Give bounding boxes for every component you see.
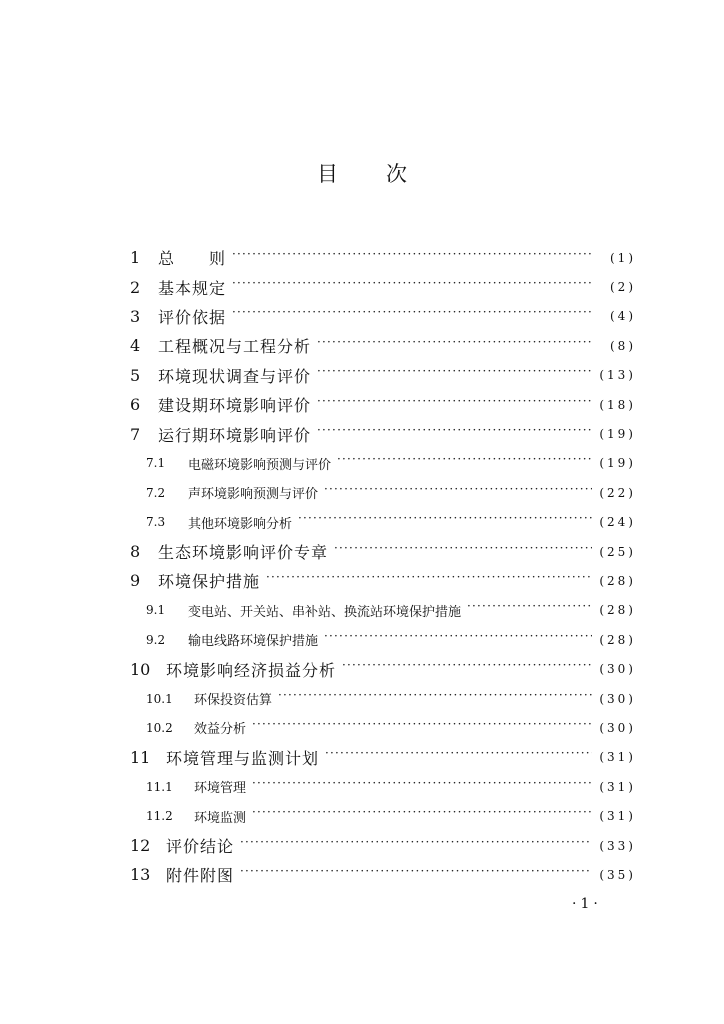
toc-entry-page: (31) [599, 779, 636, 794]
toc-entry-page: (30) [599, 691, 636, 706]
toc-entry[interactable] [130, 508, 636, 537]
toc-entry-label: 环境影响经济损益分析 [166, 660, 337, 680]
toc-entry-label: 其他环境影响分析 [188, 516, 293, 532]
dot-leader [252, 809, 592, 823]
toc-entry-number: 7 [130, 424, 141, 444]
toc-entry-page: (24) [599, 515, 636, 530]
toc-entry-number: 11.1 [146, 779, 173, 794]
dot-leader [266, 574, 592, 588]
dot-leader [298, 515, 592, 529]
toc-entry[interactable] [130, 625, 636, 654]
toc-entry-number: 10.2 [146, 720, 173, 735]
dot-leader [232, 251, 592, 265]
toc-entry-label: 工程概况与工程分析 [158, 337, 312, 357]
toc-entry-page: (31) [599, 809, 636, 824]
toc-entry-page: (28) [599, 573, 636, 588]
table-of-contents [130, 243, 636, 890]
toc-entry-label: 环境现状调查与评价 [158, 366, 312, 386]
toc-entry-page: (18) [599, 397, 636, 412]
toc-entry[interactable] [130, 272, 636, 301]
toc-entry-number: 9 [130, 571, 141, 591]
toc-entry-number: 10.1 [146, 691, 173, 706]
toc-entry-page: (31) [599, 750, 636, 765]
dot-leader [334, 545, 592, 559]
toc-entry[interactable] [130, 831, 636, 860]
dot-leader [317, 398, 592, 412]
toc-entry-label: 附件附图 [166, 866, 235, 886]
toc-entry-number: 2 [130, 277, 141, 297]
toc-entry-page: (2) [610, 280, 636, 295]
toc-entry-page: (19) [599, 427, 636, 442]
toc-entry-page: (19) [599, 456, 636, 471]
toc-entry-page: (4) [610, 309, 636, 324]
toc-entry-label: 生态环境影响评价专章 [158, 543, 329, 563]
toc-entry[interactable] [130, 684, 636, 713]
toc-entry[interactable] [130, 478, 636, 507]
toc-entry-label: 声环境影响预测与评价 [188, 487, 319, 503]
dot-leader [342, 662, 592, 676]
toc-entry-label: 环境保护措施 [158, 572, 261, 592]
toc-entry-label: 建设期环境影响评价 [158, 396, 312, 416]
toc-entry-page: (30) [599, 662, 636, 677]
dot-leader [324, 486, 592, 500]
toc-entry[interactable] [130, 449, 636, 478]
toc-entry-page: (8) [610, 338, 636, 353]
toc-entry[interactable] [130, 772, 636, 801]
toc-entry[interactable] [130, 302, 636, 331]
toc-entry[interactable] [130, 743, 636, 772]
toc-entry-number: 3 [130, 306, 141, 326]
dot-leader [325, 750, 592, 764]
dot-leader [324, 633, 592, 647]
toc-entry-page: (1) [610, 250, 636, 265]
dot-leader [317, 368, 592, 382]
toc-entry-number: 7.1 [146, 456, 166, 471]
toc-entry-label: 评价结论 [166, 837, 235, 856]
toc-entry[interactable] [130, 419, 636, 448]
toc-entry-number: 7.3 [146, 515, 166, 530]
toc-entry-page: (28) [599, 632, 636, 647]
toc-entry-number: 4 [130, 336, 141, 356]
toc-entry[interactable] [130, 331, 636, 360]
dot-leader [240, 868, 592, 882]
toc-entry-number: 12 [130, 836, 151, 855]
dot-leader [232, 309, 592, 323]
dot-leader [278, 692, 592, 706]
toc-entry-label: 环境监测 [194, 810, 247, 826]
toc-entry-number: 13 [130, 865, 151, 885]
toc-entry-page: (22) [599, 485, 636, 500]
toc-entry-page: (25) [599, 544, 636, 559]
toc-entry-label: 环境管理 [194, 781, 247, 797]
toc-entry[interactable] [130, 537, 636, 566]
toc-entry-number: 1 [130, 248, 141, 268]
toc-entry[interactable] [130, 361, 636, 390]
dot-leader [252, 721, 592, 735]
toc-entry-number: 10 [130, 659, 151, 679]
toc-entry-label: 变电站、开关站、串补站、换流站环境保护措施 [188, 604, 462, 620]
toc-entry[interactable] [130, 860, 636, 889]
toc-entry-label: 环境管理与监测计划 [166, 748, 320, 768]
dot-leader [317, 427, 592, 441]
toc-entry-label: 基本规定 [158, 278, 227, 298]
toc-entry-page: (35) [599, 867, 636, 882]
toc-entry-page: (33) [599, 838, 636, 853]
dot-leader [232, 280, 592, 294]
toc-entry-number: 11 [130, 747, 151, 767]
toc-entry-label: 运行期环境影响评价 [158, 425, 312, 445]
toc-entry-label: 环保投资估算 [194, 693, 273, 709]
dot-leader [252, 780, 592, 794]
toc-entry[interactable] [130, 713, 636, 742]
toc-entry-page: (30) [599, 720, 636, 735]
toc-entry-number: 6 [130, 395, 141, 415]
toc-entry-number: 5 [130, 365, 141, 385]
toc-entry-number: 8 [130, 542, 141, 562]
toc-entry-label: 效益分析 [194, 722, 247, 738]
toc-entry-label: 总 则 [158, 249, 227, 269]
toc-entry[interactable] [130, 390, 636, 419]
toc-entry-number: 9.1 [146, 603, 166, 618]
toc-entry[interactable] [130, 596, 636, 625]
toc-entry[interactable] [130, 801, 636, 830]
toc-entry[interactable] [130, 654, 636, 683]
toc-entry-number: 9.2 [146, 632, 166, 647]
toc-entry-page: (13) [599, 368, 636, 383]
page-number: ·1· [572, 896, 602, 912]
page-title: 目次 [317, 162, 455, 186]
dot-leader [337, 456, 592, 470]
toc-entry[interactable] [130, 243, 636, 272]
toc-entry[interactable] [130, 566, 636, 595]
toc-entry-number: 11.2 [146, 809, 173, 824]
toc-entry-number: 7.2 [146, 485, 166, 500]
toc-entry-label: 评价依据 [158, 307, 227, 327]
dot-leader [240, 839, 592, 853]
dot-leader [467, 603, 592, 617]
toc-entry-label: 电磁环境影响预测与评价 [188, 457, 332, 473]
toc-entry-page: (28) [599, 603, 636, 618]
toc-entry-label: 输电线路环境保护措施 [188, 634, 319, 650]
dot-leader [317, 339, 592, 353]
